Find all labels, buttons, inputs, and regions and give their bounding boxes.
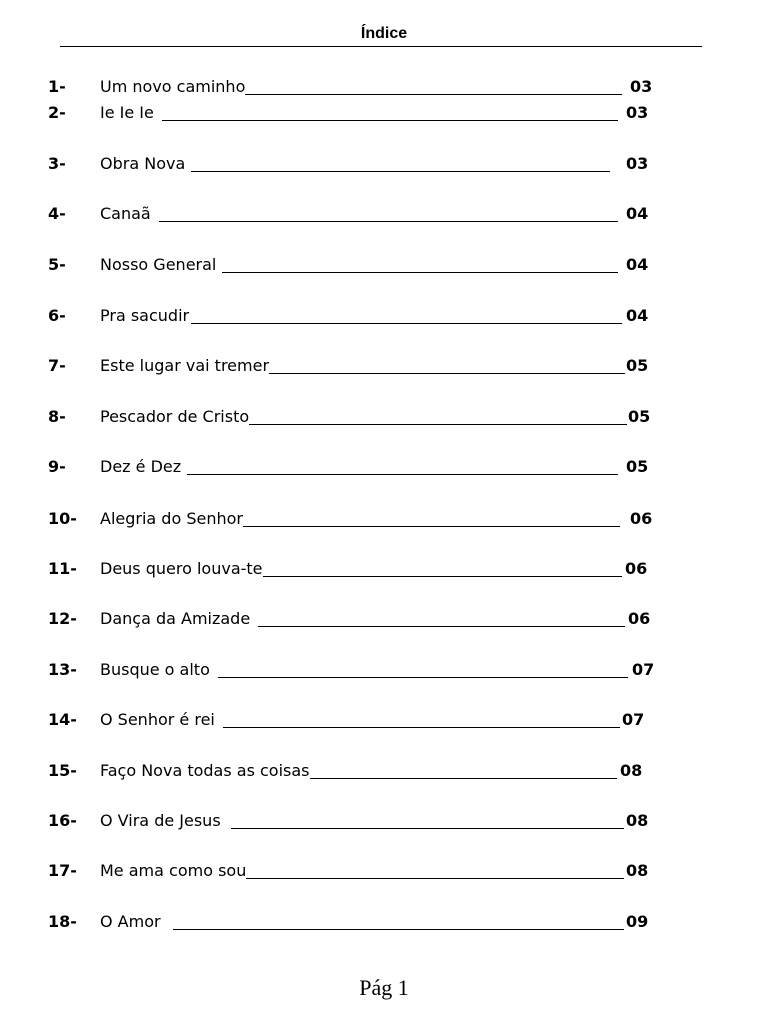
- toc-leader-line: [269, 373, 625, 374]
- toc-entry: [0, 406, 768, 428]
- toc-entry-page: 08: [626, 861, 649, 880]
- toc-entry-page: 04: [626, 204, 649, 223]
- toc-entry-title: Este lugar vai tremer: [100, 356, 270, 375]
- toc-entry-page: 05: [626, 356, 649, 375]
- toc-entry-number: 8-: [48, 407, 66, 426]
- toc-entry-title: Dez é Dez: [100, 457, 182, 476]
- toc-leader-line: [162, 120, 618, 121]
- toc-entry-number: 18-: [48, 912, 77, 931]
- toc-entry-number: 12-: [48, 609, 77, 628]
- toc-entry-title: Um novo caminho: [100, 77, 246, 96]
- toc-entry-title: Pra sacudir: [100, 306, 190, 325]
- toc-entry-title: Me ama como sou: [100, 861, 247, 880]
- toc-entry-page: 05: [628, 407, 651, 426]
- toc-leader-line: [187, 474, 618, 475]
- toc-entry-number: 2-: [48, 103, 66, 122]
- toc-entry: [0, 203, 768, 225]
- toc-entry: [0, 659, 768, 681]
- toc-entry: [0, 860, 768, 882]
- toc-leader-line: [191, 323, 622, 324]
- toc-entry-number: 13-: [48, 660, 77, 679]
- toc-leader-line: [263, 576, 622, 577]
- toc-entry-number: 1-: [48, 77, 66, 96]
- toc-entry-page: 06: [630, 509, 653, 528]
- toc-entry-number: 6-: [48, 306, 66, 325]
- toc-entry-page: 06: [625, 559, 648, 578]
- toc-entry-title: O Senhor é rei: [100, 710, 215, 729]
- toc-entry-number: 5-: [48, 255, 66, 274]
- toc-entry-title: Obra Nova: [100, 154, 186, 173]
- toc-entry-number: 3-: [48, 154, 66, 173]
- toc-entry: [0, 608, 768, 630]
- toc-leader-line: [258, 626, 625, 627]
- toc-entry-number: 17-: [48, 861, 77, 880]
- toc-entry-number: 16-: [48, 811, 77, 830]
- toc-leader-line: [231, 828, 624, 829]
- toc-entry-page: 04: [626, 306, 649, 325]
- toc-entry-title: Faço Nova todas as coisas: [100, 761, 310, 780]
- toc-entry-title: O Amor: [100, 912, 161, 931]
- toc-leader-line: [245, 94, 622, 95]
- toc-entry-page: 09: [626, 912, 649, 931]
- toc-entry-number: 15-: [48, 761, 77, 780]
- toc-entry-number: 9-: [48, 457, 66, 476]
- toc-entry-page: 07: [622, 710, 645, 729]
- toc-leader-line: [223, 727, 620, 728]
- toc-entry: [0, 709, 768, 731]
- toc-leader-line: [191, 171, 610, 172]
- toc-leader-line: [310, 778, 617, 779]
- toc-entry: [0, 76, 768, 98]
- toc-leader-line: [243, 526, 620, 527]
- toc-leader-line: [249, 424, 627, 425]
- toc-entry-title: Canaã: [100, 204, 151, 223]
- toc-entry: [0, 508, 768, 530]
- index-title: Índice: [360, 25, 408, 42]
- toc-entry-page: 03: [626, 103, 649, 122]
- toc-entry-title: Dança da Amizade: [100, 609, 251, 628]
- toc-entry-title: Nosso General: [100, 255, 217, 274]
- toc-entry-number: 14-: [48, 710, 77, 729]
- toc-entry: [0, 558, 768, 580]
- toc-entry-page: 05: [626, 457, 649, 476]
- toc-entry-title: Alegria do Senhor: [100, 509, 243, 528]
- toc-entry-title: Busque o alto: [100, 660, 210, 679]
- toc-entry: [0, 355, 768, 377]
- toc-entry-title: Ie Ie Ie: [100, 103, 154, 122]
- toc-entry: [0, 153, 768, 175]
- toc-leader-line: [222, 272, 618, 273]
- toc-entry-number: 10-: [48, 509, 77, 528]
- toc-entry: [0, 760, 768, 782]
- toc-entry: [0, 456, 768, 478]
- toc-entry: [0, 254, 768, 276]
- toc-entry-title: Deus quero louva-te: [100, 559, 263, 578]
- toc-entry-page: 08: [620, 761, 643, 780]
- toc-entry-page: 04: [626, 255, 649, 274]
- toc-leader-line: [246, 878, 624, 879]
- toc-entry-number: 4-: [48, 204, 66, 223]
- toc-entry-number: 7-: [48, 356, 66, 375]
- toc-leader-line: [159, 221, 618, 222]
- header-divider: [60, 46, 702, 47]
- toc-entry-page: 08: [626, 811, 649, 830]
- toc-entry-title: Pescador de Cristo: [100, 407, 250, 426]
- toc-entry-title: O Vira de Jesus: [100, 811, 221, 830]
- toc-entry-page: 06: [628, 609, 651, 628]
- toc-leader-line: [173, 929, 624, 930]
- page-number: Pág 1: [359, 975, 409, 1000]
- toc-entry: [0, 102, 768, 124]
- toc-entry: [0, 911, 768, 933]
- toc-entry: [0, 305, 768, 327]
- toc-leader-line: [218, 677, 628, 678]
- toc-entry-page: 03: [630, 77, 653, 96]
- toc-entry-number: 11-: [48, 559, 77, 578]
- toc-entry-page: 03: [626, 154, 649, 173]
- toc-entry-page: 07: [632, 660, 655, 679]
- toc-entry: [0, 810, 768, 832]
